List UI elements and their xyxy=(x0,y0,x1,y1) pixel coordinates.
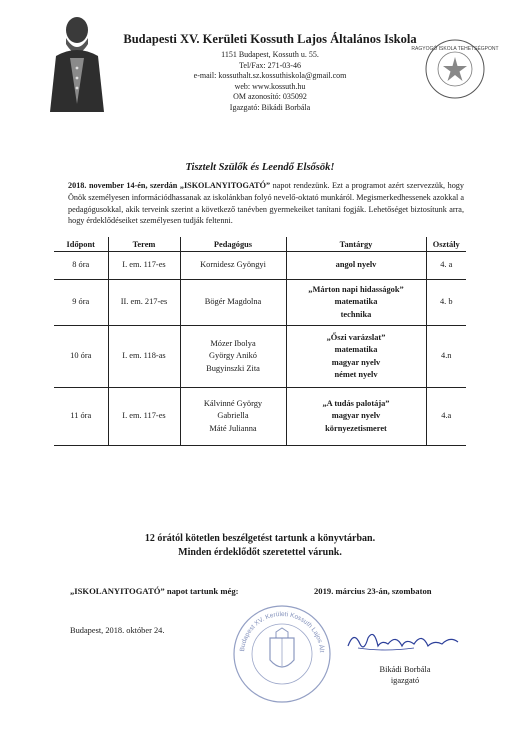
subject-line: matematika xyxy=(334,297,378,307)
teacher-name: Bögér Magdolna xyxy=(204,297,262,307)
subject-line: német nyelv xyxy=(334,370,378,379)
row-subjects xyxy=(286,388,426,446)
row-teachers xyxy=(180,252,286,280)
row-time: 11 óra xyxy=(54,388,108,446)
subject-line: magyar nyelv xyxy=(331,411,381,421)
address: 1151 Budapest, Kossuth u. 55. xyxy=(221,50,319,59)
kossuth-portrait xyxy=(44,8,110,112)
notice-line-2: Minden érdeklődőt szeretettel várunk. xyxy=(178,547,342,558)
signature xyxy=(344,626,464,656)
row-teachers xyxy=(180,326,286,388)
table-header-row xyxy=(54,237,466,252)
row-teachers xyxy=(180,280,286,326)
schedule-table xyxy=(54,237,466,446)
intro-rest: napot rendezünk. Ezt a programot azért szervezzük, hogy Önök személyesen információdhassanak az iskolánkban folyó nevelő-oktató munkáról. Megismerkedhessenek azokkal a pedagógusokkal, akik terveink szerint a következő tanévben gyermekeiket tanítani fogják. Lehetőséget biztosítunk arra, hogy érdeklődéseiket személyesen tudják feltenni. xyxy=(68,181,464,226)
greeting: Tisztelt Szülők és Leendő Elsősök! xyxy=(185,162,335,173)
teacher-name: Bugyinszki Zita xyxy=(206,363,260,373)
header-room: Terem xyxy=(108,237,180,252)
contact-block xyxy=(140,50,400,114)
row-teachers xyxy=(180,388,286,446)
row-class: 4.n xyxy=(426,326,466,388)
school-stamp xyxy=(230,602,334,706)
teacher-name: Kálvinné György xyxy=(203,398,263,408)
teacher-name: Gabriella xyxy=(217,411,249,421)
signer-block xyxy=(360,664,450,686)
row-class: 4.a xyxy=(426,388,466,446)
row-class: 4. b xyxy=(426,280,466,326)
email: e-mail: kossuthalt.sz.kossuthiskola@gmail.com xyxy=(193,71,347,81)
subject-line: „A tudás palotája” xyxy=(322,398,390,408)
subject-line: matematika xyxy=(334,345,378,354)
subject-line: magyar nyelv xyxy=(331,357,381,367)
table-row xyxy=(54,388,466,446)
row-class: 4. a xyxy=(426,252,466,280)
signer-title: igazgató xyxy=(390,676,420,685)
director: Igazgató: Bikádi Borbála xyxy=(229,102,311,112)
school-logo xyxy=(411,38,499,100)
subject-line: környezetismeret xyxy=(325,423,387,433)
row-time: 8 óra xyxy=(54,252,108,280)
subject-line: „Őszi varázslat” xyxy=(326,332,386,342)
intro-date: 2018. november 14-én, szerdán xyxy=(68,181,178,190)
header-time: Időpont xyxy=(54,237,108,252)
place-date: Budapest, 2018. október 24. xyxy=(70,626,165,635)
intro-paragraph xyxy=(68,180,464,227)
row-subjects xyxy=(286,326,426,388)
row-room: I. em. 117-es xyxy=(108,252,180,280)
teacher-name: Máté Julianna xyxy=(209,423,257,433)
row-room: II. em. 217-es xyxy=(108,280,180,326)
logo-text: RAGYOGÓ ISKOLA TEHETSÉGPONT xyxy=(411,46,499,52)
teacher-name: Kornidesz Gyöngyi xyxy=(200,260,266,270)
telfax: Tel/Fax: 271-03-46 xyxy=(239,60,301,70)
row-time: 9 óra xyxy=(54,280,108,326)
row-room: I. em. 117-es xyxy=(108,388,180,446)
table-row xyxy=(54,280,466,326)
library-notice xyxy=(0,532,520,560)
header-class: Osztály xyxy=(426,237,466,252)
header-teacher: Pedagógus xyxy=(180,237,286,252)
row-time: 10 óra xyxy=(54,326,108,388)
table-row xyxy=(54,252,466,280)
header-subject: Tantárgy xyxy=(286,237,426,252)
stamp-text xyxy=(230,602,327,653)
website: web: www.kossuth.hu xyxy=(234,81,306,91)
om-id: OM azonosító: 035092 xyxy=(233,92,307,102)
signer-name: Bikádi Borbála xyxy=(379,665,431,674)
notice-line-1: 12 órától kötetlen beszélgetést tartunk a könyvtárban. xyxy=(144,533,376,544)
intro-event: „ISKOLANYITOGATÓ” xyxy=(179,181,271,190)
next-event-label: „ISKOLANYITOGATÓ” napot tartunk még: xyxy=(70,586,239,596)
subject-line: angol nyelv xyxy=(335,260,377,270)
subject-line: technika xyxy=(340,309,372,319)
next-event-date: 2019. március 23-án, szombaton xyxy=(314,586,432,596)
teacher-name: Mózer Ibolya xyxy=(210,338,256,348)
teacher-name: György Anikó xyxy=(208,351,257,361)
table-row xyxy=(54,326,466,388)
subject-line: „Márton napi hidasságok” xyxy=(308,284,404,294)
row-subjects xyxy=(286,280,426,326)
row-subjects xyxy=(286,252,426,280)
stamp-text-path: Budapest XV. Kerületi Kossuth Lajos Ált xyxy=(239,610,325,653)
row-room: I. em. 118-as xyxy=(108,326,180,388)
school-name: Budapesti XV. Kerületi Kossuth Lajos Általános Iskola xyxy=(123,32,417,46)
